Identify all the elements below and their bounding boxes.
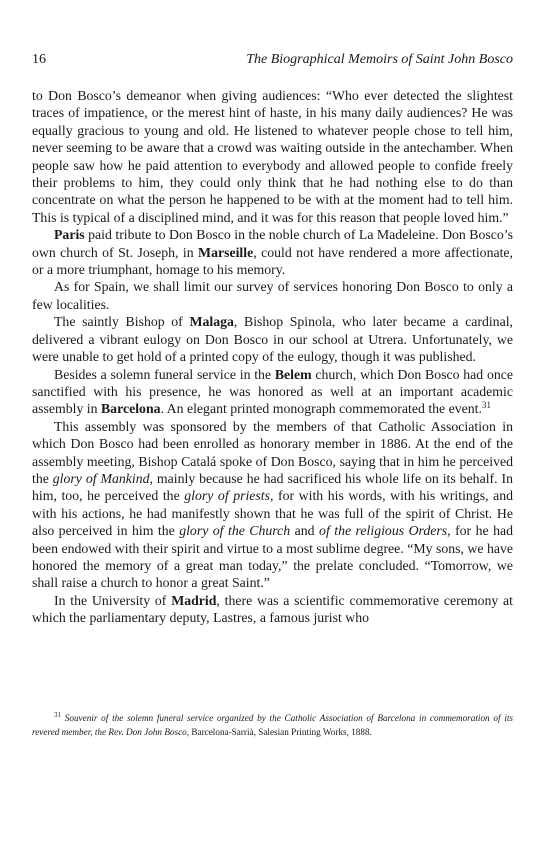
place-name-marseille: Marseille bbox=[198, 244, 254, 260]
paragraph-continued bbox=[32, 87, 513, 226]
paragraph-text: church, which Don Bosco had once sanctified with his presence, he was honored as well at an important academic assembly in bbox=[32, 366, 513, 417]
paragraph-spain bbox=[32, 278, 513, 313]
paragraph-assembly bbox=[32, 418, 513, 592]
place-name-paris: Paris bbox=[54, 227, 85, 243]
body-text bbox=[32, 87, 513, 627]
paragraph-text: , there was a scientific commemorative ceremony at which the parliamentary deputy, Lastres, a famous jurist who bbox=[32, 592, 513, 626]
paragraph-text: and bbox=[290, 523, 320, 539]
paragraph-text: , for with his words, with his writings, and with his actions, he had manifestly shown that he was full of the spirit of Christ. He also perceived in him the bbox=[32, 488, 513, 539]
page-number: 16 bbox=[32, 52, 46, 67]
paragraph-text: Besides a solemn funeral service in the bbox=[54, 366, 275, 382]
place-name-belem: Belem bbox=[274, 366, 312, 382]
paragraph-malaga bbox=[32, 313, 513, 365]
paragraph-text: This assembly was sponsored by the members of that Catholic Association in which Don Bosco had been enrolled as honorary member in 1886. At the end of the assembly meeting, Bishop Catalá spoke of Don Bosco, saying that in him he perceived the bbox=[32, 418, 513, 486]
footnote-text: , Barcelona-Sarrià, Salesian Printing Works, 1888. bbox=[186, 726, 372, 737]
paragraph-text: As for Spain, we shall limit our survey of services honoring Don Bosco to only a few localities. bbox=[32, 279, 513, 312]
emphasis: glory of Mankind bbox=[52, 470, 150, 486]
paragraph-text: In the University of bbox=[54, 592, 172, 608]
paragraph-text: to Don Bosco’s demeanor when giving audiences: “Who ever detected the slightest traces of impatience, or the merest hint of haste, in his many daily audiences? He was equally gracious to young and old. He listened to whatever people chose to tell him, never seeming to be aware that a crowd was waiting outside in the antechamber. When people saw how he paid attention to everybody and allowed people to confide freely their problems to him, they could only think that he had nothing else to do than concentrate on what the person he happened to be with at the moment had to tell him. This is typical of a disciplined mind, and it was for this reason that people loved him.” bbox=[32, 88, 513, 225]
running-title: The Biographical Memoirs of Saint John Bosco bbox=[246, 52, 513, 67]
place-name-malaga: Malaga bbox=[189, 314, 234, 330]
paragraph-barcelona bbox=[32, 366, 513, 418]
paragraph-text: , mainly because he had sacrificed his whole life on its behalf. In him, too, he perceived the bbox=[32, 470, 513, 504]
footnote-title: Souvenir of the solemn funeral service organized by the Catholic Association of Barcelona in commemoration of its revered member, the Rev. Don John Bosco bbox=[32, 713, 513, 737]
paragraph-madrid bbox=[32, 592, 513, 627]
paragraph-text: , could not have rendered a more affectionate, or a more triumphant, homage to his memory. bbox=[32, 244, 514, 278]
emphasis: glory of the Church bbox=[179, 523, 291, 539]
paragraph-paris bbox=[32, 226, 513, 278]
footnote-number: 31 bbox=[54, 711, 61, 719]
paragraph-text: . An elegant printed monograph commemorated the event. bbox=[160, 401, 482, 417]
place-name-madrid: Madrid bbox=[171, 592, 217, 608]
paragraph-text: The saintly Bishop of bbox=[54, 314, 190, 330]
paragraph-text: paid tribute to Don Bosco in the noble church of La Madeleine. Don Bosco’s own church of St. Joseph, in bbox=[32, 227, 513, 260]
place-name-barcelona: Barcelona bbox=[100, 401, 161, 417]
paragraph-text: , Bishop Spinola, who later became a cardinal, delivered a vibrant eulogy on Don Bosco in our school at Utrera. Unfortunately, we were unable to get hold of a printed copy of the eulogy, though it was published. bbox=[32, 314, 513, 365]
paragraph-text: , for he had been endowed with their spirit and virtue to a most sublime degree. “My sons, we have honored the memory of a great man today,” the prelate concluded. “Tomorrow, we shall raise a church to honor a great Saint.” bbox=[32, 523, 514, 591]
footnote bbox=[32, 712, 513, 739]
emphasis: of the religious Orders bbox=[319, 523, 448, 539]
emphasis: glory of priests bbox=[184, 488, 271, 504]
running-header bbox=[32, 52, 513, 70]
footnote-reference[interactable]: 31 bbox=[481, 400, 491, 411]
